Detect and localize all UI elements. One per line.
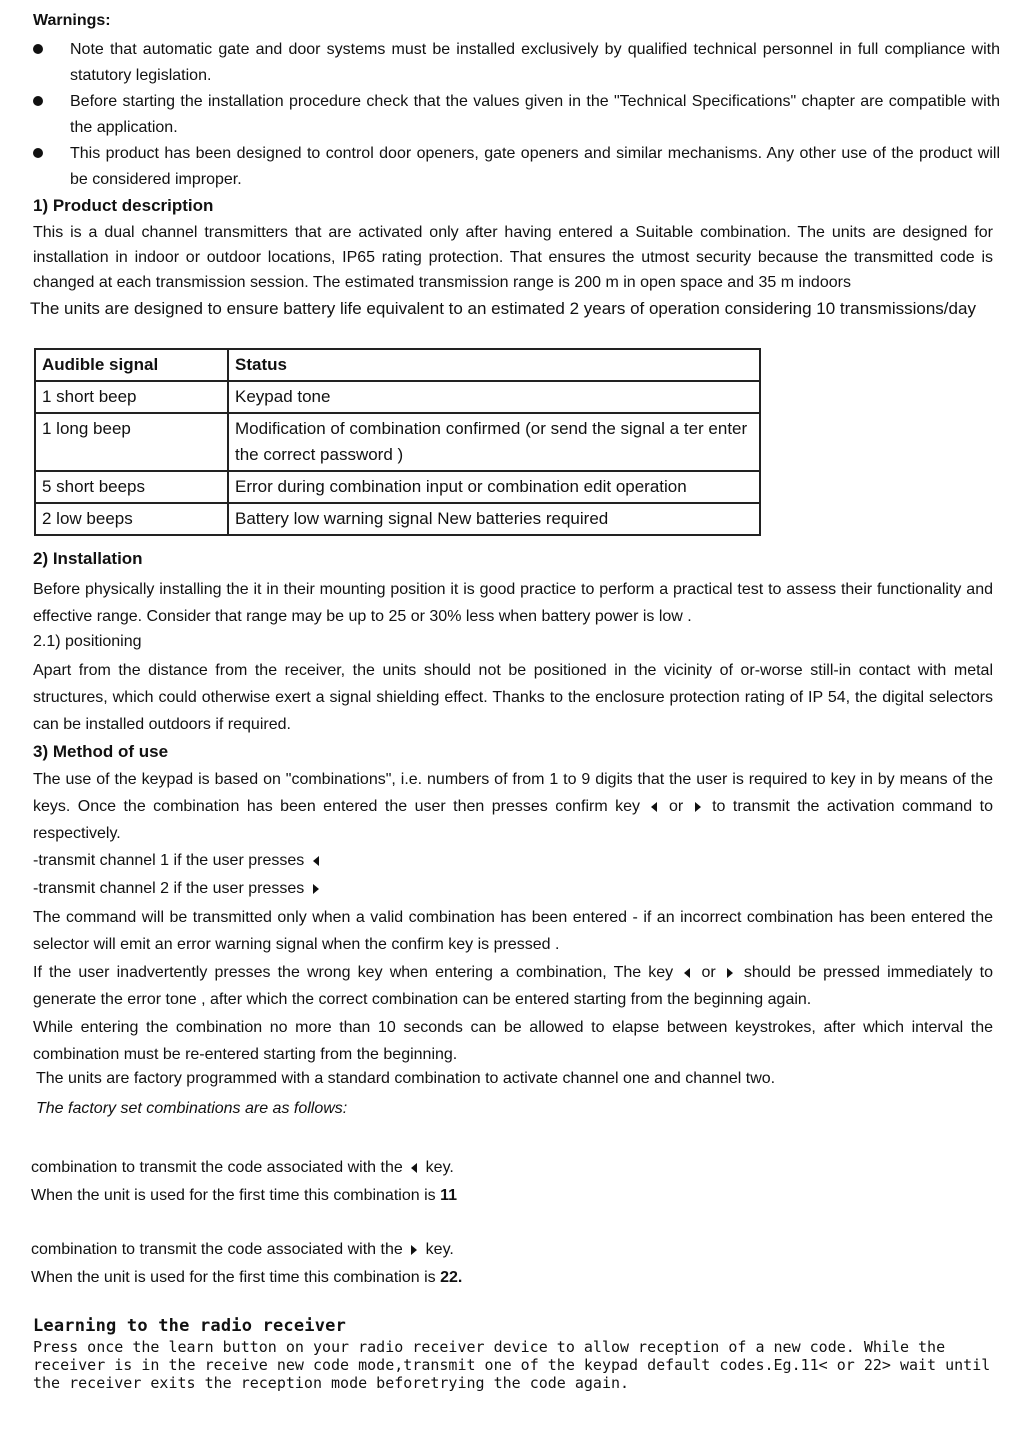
audible-signal-table (34, 348, 761, 536)
left-arrow-key-icon (651, 802, 657, 812)
table-header: Status (228, 349, 760, 381)
left-arrow-key-icon (411, 1163, 417, 1173)
method-paragraph-4: While entering the combination no more than 10 seconds can be allowed to elapse between keystrokes, after which interval the combination must be re-entered starting from the beginning. (33, 1019, 993, 1063)
method-heading: 3) Method of use (33, 742, 169, 761)
channel-1-line (33, 852, 323, 870)
table-row (35, 503, 760, 535)
table-cell: 5 short beeps (35, 471, 228, 503)
method-text: or (668, 798, 684, 815)
combo-text: combination to transmit the code associated with the (31, 1241, 403, 1258)
table-row (35, 381, 760, 413)
right-arrow-key-icon (313, 884, 319, 894)
warning-item: Before starting the installation procedure check that the values given in the "Technical Specifications" chapter are compatible with the application. (70, 93, 1000, 136)
combo-2-value: 22. (440, 1269, 463, 1286)
method-text: The use of the keypad is based on "combinations", i.e. numbers of from 1 to 9 digits that the user is required to key in by means of the keys. Once the combination has been entered the user then presses confirm key (33, 771, 993, 815)
method-paragraph-1 (33, 766, 993, 847)
battery-paragraph: The units are designed to ensure battery life equivalent to an estimated 2 years of operation considering 10 transmissions/day (30, 299, 976, 318)
right-arrow-key-icon (411, 1245, 417, 1255)
positioning-paragraph: Apart from the distance from the receiver, the units should not be positioned in the vicinity of or-worse still-in contact with metal structures, which could otherwise exert a signal shielding effect. Thanks to the enclosure protection rating of IP 54, the digital selectors can be installed outdoors if required. (33, 662, 993, 733)
method-text: or (701, 964, 716, 981)
bullet-icon (33, 148, 43, 158)
method-paragraph-2: The command will be transmitted only when a valid combination has been entered - if an incorrect combination has been entered the selector will emit an error warning signal when the confirm key is pressed . (33, 909, 993, 953)
method-text: to transmit the activation command to respectively. (33, 798, 993, 842)
right-arrow-key-icon (727, 968, 733, 978)
installation-heading: 2) Installation (33, 549, 143, 568)
channel-2-text: -transmit channel 2 if the user presses (33, 880, 305, 897)
combo-1-value: 11 (440, 1187, 457, 1204)
warnings-title: Warnings: (33, 12, 111, 29)
table-cell: Error during combination input or combination edit operation (228, 471, 760, 503)
bullet-icon (33, 96, 43, 106)
table-cell: Modification of combination confirmed (or send the signal a ter enter the correct password ) (228, 413, 760, 471)
learning-paragraph: Press once the learn button on your radio receiver device to allow reception of a new code. While the receiver is in the receive new code mode,transmit one of the keypad default codes.Eg.11< or 22> wait until the receiver exits the reception mode beforetrying the code again. (33, 1338, 991, 1392)
table-cell: 2 low beeps (35, 503, 228, 535)
product-heading: 1) Product description (33, 196, 214, 215)
table-row (35, 471, 760, 503)
method-text: If the user inadvertently presses the wrong key when entering a combination, The key (33, 964, 674, 981)
table-header: Audible signal (35, 349, 228, 381)
channel-2-line (33, 880, 323, 898)
method-paragraph-6: The factory set combinations are as follows: (36, 1100, 348, 1117)
table-cell: 1 long beep (35, 413, 228, 471)
table-cell: 1 short beep (35, 381, 228, 413)
learning-heading: Learning to the radio receiver (33, 1316, 347, 1336)
product-paragraph: This is a dual channel transmitters that are activated only after having entered a Suitable combination. The units are designed for installation in indoor or outdoor locations, IP65 rating protection. That ensures the utmost security because the transmitted code is changed at each transmission session. The estimated transmission range is 200 m in open space and 35 m indoors (33, 224, 993, 291)
combo-2-default-line (31, 1269, 462, 1287)
table-header-row (35, 349, 760, 381)
right-arrow-key-icon (695, 802, 701, 812)
combo-text: key. (425, 1241, 454, 1258)
combo-2-line (31, 1241, 454, 1259)
combo-text: When the unit is used for the first time this combination is (31, 1187, 436, 1204)
left-arrow-key-icon (684, 968, 690, 978)
table-row (35, 413, 760, 471)
method-text: should be pressed immediately to generate the error tone , after which the correct combination can be entered starting from the beginning again. (33, 964, 993, 1008)
left-arrow-key-icon (313, 856, 319, 866)
warning-item: This product has been designed to control door openers, gate openers and similar mechanisms. Any other use of the product will be considered improper. (70, 145, 1000, 188)
combo-text: combination to transmit the code associated with the (31, 1159, 403, 1176)
combo-1-line (31, 1159, 454, 1177)
table-cell: Keypad tone (228, 381, 760, 413)
warning-item: Note that automatic gate and door systems must be installed exclusively by qualified technical personnel in full compliance with statutory legislation. (70, 41, 1000, 84)
installation-paragraph: Before physically installing the it in their mounting position it is good practice to perform a practical test to assess their functionality and effective range. Consider that range may be up to 25 or 30% less when battery power is low . (33, 581, 993, 625)
positioning-heading: 2.1) positioning (33, 633, 142, 650)
combo-1-default-line (31, 1187, 457, 1205)
channel-1-text: -transmit channel 1 if the user presses (33, 852, 305, 869)
combo-text: key. (425, 1159, 454, 1176)
combo-text: When the unit is used for the first time this combination is (31, 1269, 436, 1286)
method-paragraph-5: The units are factory programmed with a standard combination to activate channel one and channel two. (36, 1070, 776, 1087)
table-cell: Battery low warning signal New batteries required (228, 503, 760, 535)
bullet-icon (33, 44, 43, 54)
method-paragraph-3 (33, 959, 993, 1013)
